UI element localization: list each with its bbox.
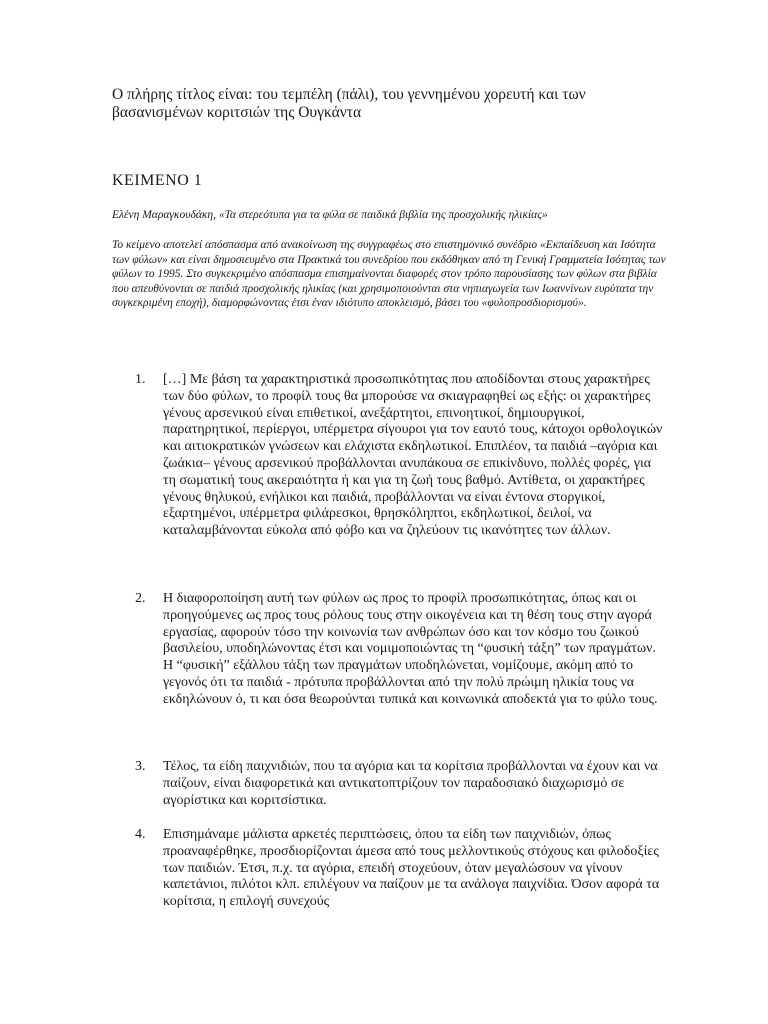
list-item-text: Τέλος, τα είδη παιχνιδιών, που τα αγόρια και τα κορίτσια προβάλλονται να έχουν και να παίζουν, είναι διαφορετικά και αντικατοπτρίζουν τον παραδοσιακό διαχωρισμό σε αγορίστικα και κοριτσίστικα. [163,759,658,808]
list-item-text: […] Με βάση τα χαρακτηριστικά προσωπικότητας που αποδίδονται στους χαρακτήρες των δύο φύλων, το προφίλ τους θα μπορούσε να σκιαγραφηθεί ως εξής: οι χαρακτήρες γένους αρσενικού είναι επιθετικοί, ανεξάρτητοι, επινοητικοί, δημιουργικοί, παρατηρητικοί, περίεργοι, υπέρμετρα σίγουροι για τον εαυτό τους, κάτοχοι ορθολογικών και αιτιοκρατικών γνώσεων και ελάχιστα εκδηλωτικοί. Επιπλέον, τα παιδιά –αγόρια και ζωάκια– γένους αρσενικού προβάλλονται ανυπάκουα σε επικίνδυνο, πολλές φορές, για τη σωματική τους ακεραιότητα ή και για τη ζωή τους βαθμό. Αντίθετα, οι χαρακτήρες γένους θηλυκού, ενήλικοι και παιδιά, προβάλλονται να είναι έντονα στοργικοί, εξαρτημένοι, υπέρμετρα φιλάρεσκοι, θρησκόληπτοι, εκδηλωτικοί, δειλοί, να καταλαμβάνονται εύκολα από φόβο και να ζηλεύουν τις ικανότητες των άλλων. [163,372,663,539]
list-item-text: Η διαφοροποίηση αυτή των φύλων ως προς το προφίλ προσωπικότητας, όπως και οι προηγούμενες ως προς τους ρόλους τους στην οικογένεια και τη θέση τους στην αγορά εργασίας, αφορούν τόσο την κοινωνία των ανθρώπων όσο και τον κόσμο του ζωικού βασιλείου, υποδηλώνοντας έτσι και νομιμοποιώντας τη “φυσική τάξη” των πραγμάτων. Η “φυσική” εξάλλου τάξη των πραγμάτων υποδηλώνεται, νομίζουμε, ακόμη από το γεγονός ότι τα παιδιά - πρότυπα προβάλλονται από την πολύ πρώιμη ηλικία τους να εκδηλώνουν ό, τι και όσα θεωρούνται τυπικά και κοινωνικά αποδεκτά για το φύλο τους. [163,591,658,707]
list-item-number: 3. [135,759,146,774]
author-reference: Ελένη Μαραγκουδάκη, «Τα στερεότυπα για τα φύλα σε παιδικά βιβλία της προσχολικής ηλικίας» [112,209,548,221]
document-title: Ο πλήρης τίτλος είναι: του τεμπέλη (πάλι), του γεννημένου χορευτή και των βασανισμένων κοριτσιών της Ουγκάντα [112,86,586,121]
intro-paragraph: Το κείμενο αποτελεί απόσπασμα από ανακοίνωση της συγγραφέως στο επιστημονικό συνέδριο «Εκπαίδευση και Ισότητα των φύλων» και είναι δημοσιευμένο στα Πρακτικά του συνεδρίου που εκδόθηκαν από τη Γενική Γραμματεία Ισότητας των φύλων το 1995. Στο συγκεκριμένο απόσπασμα επισημαίνονται διαφορές στον τρόπο παρουσίασης των φύλων στα βιβλία που απευθύνονται σε παιδιά προσχολικής ηλικίας (και χρησιμοποιούνται στα νηπιαγωγεία των Ιωαννίνων ευρύτατα την συγκεκριμένη εποχή), διαμορφώνοντας έτσι έναν ιδιότυπο αποκλεισμό, βάσει του «φυλοπροσδιορισμού». [112,239,666,309]
list-item-number: 2. [135,591,146,606]
list-item-number: 4. [135,827,146,842]
list-item-text: Επισημάναμε μάλιστα αρκετές περιπτώσεις, όπου τα είδη των παιχνιδιών, όπως προαναφέρθηκε, προσδιορίζονται άμεσα από τους μελλοντικούς στόχους και φιλοδοξίες των παιδιών. Έτσι, π.χ. τα αγόρια, επειδή στοχεύουν, όταν μεγαλώσουν να γίνουν καπετάνιοι, πιλότοι κλπ. επιλέγουν να παίζουν με τα ανάλογα παιχνίδια. Όσον αφορά τα κορίτσια, η επιλογή συνεχούς [163,827,660,910]
list-item-number: 1. [135,372,146,387]
section-heading: ΚΕΙΜΕΝΟ 1 [112,172,203,189]
